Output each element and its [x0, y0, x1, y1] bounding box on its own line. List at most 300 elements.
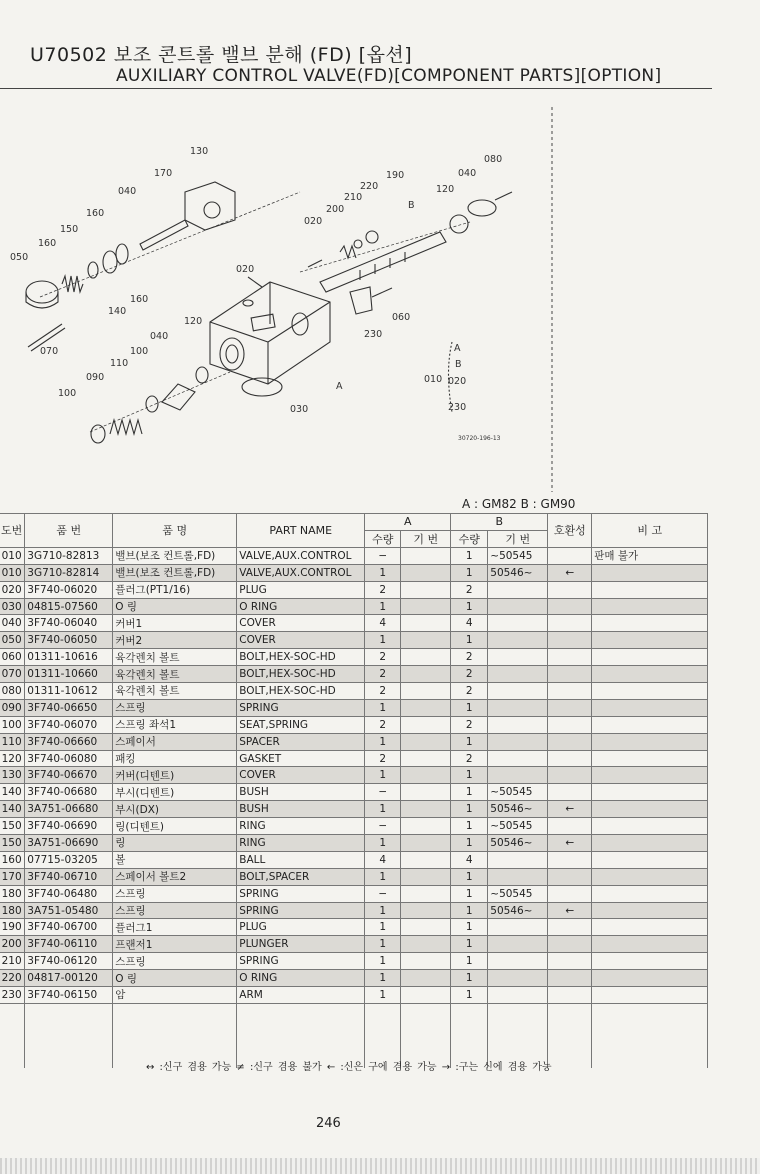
- cell-empty: [592, 1052, 708, 1068]
- cell-compat: [548, 885, 592, 902]
- cell-name: BOLT,SPACER: [237, 868, 365, 885]
- table-row: [0, 699, 708, 716]
- header-name-kr: 품 명: [113, 514, 237, 548]
- cell-rem: [592, 750, 708, 767]
- cell-sa: [401, 902, 451, 919]
- cell-qb: 1: [451, 632, 488, 649]
- cell-no: 210: [0, 953, 25, 970]
- cell-sa: [401, 615, 451, 632]
- svg-text:160: 160: [130, 294, 149, 305]
- cell-compat: [548, 868, 592, 885]
- cell-sa: [401, 919, 451, 936]
- cell-sb: 50546~: [488, 564, 548, 581]
- cell-compat: ←: [548, 564, 592, 581]
- header-remarks: 비 고: [592, 514, 708, 548]
- svg-text:B: B: [455, 359, 462, 370]
- cell-kr: 스프링: [113, 885, 237, 902]
- cell-rem: 판매 불가: [592, 547, 708, 564]
- table-row: [0, 716, 708, 733]
- header-group-b: B: [451, 514, 548, 531]
- table-row-empty: [0, 1003, 708, 1019]
- cell-name: VALVE,AUX.CONTROL: [237, 564, 365, 581]
- cell-empty: [451, 1020, 488, 1036]
- svg-text:010: 010: [424, 374, 443, 385]
- table-row: [0, 615, 708, 632]
- cell-sb: [488, 632, 548, 649]
- cell-sb: [488, 666, 548, 683]
- cell-empty: [401, 1036, 451, 1052]
- cell-empty: [401, 1020, 451, 1036]
- cell-sb: [488, 936, 548, 953]
- cell-sa: [401, 683, 451, 700]
- cell-no: 100: [0, 716, 25, 733]
- cell-sb: [488, 919, 548, 936]
- cell-compat: [548, 666, 592, 683]
- cell-no: 130: [0, 767, 25, 784]
- svg-text:130: 130: [190, 146, 209, 157]
- cell-no: 080: [0, 683, 25, 700]
- cell-name: PLUNGER: [237, 936, 365, 953]
- cell-part: 3F740-06050: [25, 632, 113, 649]
- compatibility-legend: ↔ :신구 겸용 가능 ≠ :신구 겸용 불가 ← :신은 구에 겸용 가능 → :구는 신에 겸용 가능: [146, 1062, 552, 1073]
- cell-sa: [401, 818, 451, 835]
- cell-part: 3F740-06040: [25, 615, 113, 632]
- svg-text:020: 020: [304, 216, 323, 227]
- cell-no: 180: [0, 902, 25, 919]
- cell-kr: 육각렌치 볼트: [113, 649, 237, 666]
- cell-qb: 4: [451, 615, 488, 632]
- cell-empty: [548, 1036, 592, 1052]
- cell-empty: [401, 1003, 451, 1019]
- cell-sb: 50546~: [488, 835, 548, 852]
- cell-sa: [401, 953, 451, 970]
- cell-compat: [548, 615, 592, 632]
- table-row: [0, 733, 708, 750]
- cell-no: 140: [0, 784, 25, 801]
- cell-name: VALVE,AUX.CONTROL: [237, 547, 365, 564]
- svg-text:230: 230: [448, 402, 467, 413]
- cell-qb: 1: [451, 818, 488, 835]
- cell-sb: ~50545: [488, 547, 548, 564]
- cell-compat: [548, 784, 592, 801]
- cell-sa: [401, 699, 451, 716]
- cell-rem: [592, 784, 708, 801]
- cell-qa: 1: [365, 564, 401, 581]
- cell-compat: [548, 632, 592, 649]
- cell-compat: ←: [548, 902, 592, 919]
- cell-compat: [548, 818, 592, 835]
- cell-sb: [488, 615, 548, 632]
- page-number: 246: [316, 1116, 341, 1131]
- cell-qa: 2: [365, 683, 401, 700]
- table-row: [0, 598, 708, 615]
- table-row: [0, 801, 708, 818]
- svg-text:B: B: [408, 200, 415, 211]
- table-row: [0, 885, 708, 902]
- cell-sb: ~50545: [488, 818, 548, 835]
- scan-edge: [0, 1158, 760, 1174]
- cell-sa: [401, 750, 451, 767]
- cell-compat: [548, 547, 592, 564]
- svg-text:040: 040: [458, 168, 477, 179]
- table-row: [0, 632, 708, 649]
- cell-empty: [237, 1003, 365, 1019]
- cell-part: 3F740-06660: [25, 733, 113, 750]
- svg-text:200: 200: [326, 204, 345, 215]
- cell-qa: 1: [365, 632, 401, 649]
- title-divider: [0, 88, 712, 89]
- cell-empty: [488, 1003, 548, 1019]
- cell-compat: [548, 683, 592, 700]
- header-qty-b: 수량: [451, 530, 488, 547]
- cell-qa: 2: [365, 716, 401, 733]
- svg-text:150: 150: [60, 224, 79, 235]
- cell-part: 3F740-06020: [25, 581, 113, 598]
- cell-kr: 스프링: [113, 953, 237, 970]
- cell-qa: 1: [365, 987, 401, 1004]
- cell-part: 3G710-82813: [25, 547, 113, 564]
- cell-sa: [401, 835, 451, 852]
- cell-qb: 2: [451, 716, 488, 733]
- cell-no: 070: [0, 666, 25, 683]
- cell-qb: 1: [451, 953, 488, 970]
- cell-rem: [592, 564, 708, 581]
- cell-name: SPACER: [237, 733, 365, 750]
- cell-rem: [592, 987, 708, 1004]
- cell-empty: [548, 1020, 592, 1036]
- cell-qa: 2: [365, 666, 401, 683]
- cell-qb: 1: [451, 784, 488, 801]
- cell-no: 120: [0, 750, 25, 767]
- cell-empty: [488, 1020, 548, 1036]
- cell-qa: 1: [365, 919, 401, 936]
- svg-text:050: 050: [10, 252, 29, 263]
- cell-empty: [25, 1020, 113, 1036]
- cell-qb: 1: [451, 699, 488, 716]
- header-group-a: A: [365, 514, 451, 531]
- cell-sb: ~50545: [488, 784, 548, 801]
- cell-no: 020: [0, 581, 25, 598]
- cell-empty: [451, 1036, 488, 1052]
- table-row-empty: [0, 1020, 708, 1036]
- cell-rem: [592, 683, 708, 700]
- table-row: [0, 818, 708, 835]
- cell-empty: [592, 1036, 708, 1052]
- cell-no: 200: [0, 936, 25, 953]
- cell-name: ARM: [237, 987, 365, 1004]
- cell-part: 3A751-05480: [25, 902, 113, 919]
- cell-qa: 4: [365, 851, 401, 868]
- cell-part: 3F740-06690: [25, 818, 113, 835]
- cell-sb: [488, 683, 548, 700]
- cell-no: 010: [0, 547, 25, 564]
- cell-qb: 1: [451, 733, 488, 750]
- cell-name: RING: [237, 818, 365, 835]
- cell-name: BOLT,HEX-SOC-HD: [237, 649, 365, 666]
- cell-empty: [548, 1003, 592, 1019]
- cell-sb: [488, 987, 548, 1004]
- cell-name: BUSH: [237, 801, 365, 818]
- cell-no: 180: [0, 885, 25, 902]
- cell-qb: 1: [451, 598, 488, 615]
- cell-no: 230: [0, 987, 25, 1004]
- cell-rem: [592, 835, 708, 852]
- svg-text:230: 230: [364, 329, 383, 340]
- cell-qb: 4: [451, 851, 488, 868]
- cell-compat: [548, 953, 592, 970]
- cell-rem: [592, 581, 708, 598]
- cell-kr: 부시(디텐트): [113, 784, 237, 801]
- table-row: [0, 936, 708, 953]
- table-row: [0, 649, 708, 666]
- cell-empty: [25, 1003, 113, 1019]
- table-row: [0, 987, 708, 1004]
- header-part-name: PART NAME: [237, 514, 365, 548]
- cell-part: 3G710-82814: [25, 564, 113, 581]
- cell-kr: 육각렌치 볼트: [113, 683, 237, 700]
- cell-sb: [488, 598, 548, 615]
- cell-rem: [592, 632, 708, 649]
- cell-compat: [548, 733, 592, 750]
- cell-name: SPRING: [237, 885, 365, 902]
- header-qty-a: 수량: [365, 530, 401, 547]
- cell-rem: [592, 953, 708, 970]
- table-row: [0, 970, 708, 987]
- cell-rem: [592, 598, 708, 615]
- cell-compat: ←: [548, 801, 592, 818]
- cell-part: 07715-03205: [25, 851, 113, 868]
- cell-part: 01311-10660: [25, 666, 113, 683]
- cell-sa: [401, 885, 451, 902]
- cell-compat: [548, 936, 592, 953]
- cell-name: BALL: [237, 851, 365, 868]
- cell-sa: [401, 733, 451, 750]
- cell-sb: 50546~: [488, 902, 548, 919]
- cell-kr: 플러그1: [113, 919, 237, 936]
- cell-part: 04817-00120: [25, 970, 113, 987]
- cell-sa: [401, 547, 451, 564]
- cell-sa: [401, 716, 451, 733]
- cell-qb: 2: [451, 683, 488, 700]
- cell-part: 3F740-06110: [25, 936, 113, 953]
- cell-sa: [401, 970, 451, 987]
- cell-rem: [592, 649, 708, 666]
- cell-sa: [401, 936, 451, 953]
- svg-text:110: 110: [110, 358, 129, 369]
- cell-compat: [548, 750, 592, 767]
- cell-rem: [592, 902, 708, 919]
- cell-rem: [592, 851, 708, 868]
- cell-name: COVER: [237, 615, 365, 632]
- cell-empty: [237, 1036, 365, 1052]
- cell-part: 3F740-06480: [25, 885, 113, 902]
- figure-code: 30720-196-13: [458, 435, 501, 442]
- cell-kr: 링: [113, 835, 237, 852]
- cell-qb: 1: [451, 936, 488, 953]
- cell-rem: [592, 936, 708, 953]
- cell-kr: 패킹: [113, 750, 237, 767]
- cell-empty: [237, 1020, 365, 1036]
- svg-text:140: 140: [108, 306, 127, 317]
- cell-qb: 1: [451, 970, 488, 987]
- cell-qb: 2: [451, 581, 488, 598]
- cell-name: GASKET: [237, 750, 365, 767]
- cell-rem: [592, 970, 708, 987]
- cell-no: 030: [0, 598, 25, 615]
- cell-qa: 2: [365, 750, 401, 767]
- cell-sb: [488, 970, 548, 987]
- cell-no: 150: [0, 835, 25, 852]
- cell-no: 150: [0, 818, 25, 835]
- cell-kr: 프랜저1: [113, 936, 237, 953]
- table-row: [0, 683, 708, 700]
- svg-text:020: 020: [448, 376, 467, 387]
- cell-no: 010: [0, 564, 25, 581]
- header-serial-b: 기 번: [488, 530, 548, 547]
- cell-name: PLUG: [237, 919, 365, 936]
- table-row: [0, 835, 708, 852]
- table-row: [0, 953, 708, 970]
- cell-compat: [548, 987, 592, 1004]
- cell-name: BOLT,HEX-SOC-HD: [237, 683, 365, 700]
- page-title: U70502 보조 콘트롤 밸브 분해 (FD) [옵션]: [30, 44, 413, 66]
- cell-sb: [488, 868, 548, 885]
- cell-sb: [488, 953, 548, 970]
- cell-part: 3F740-06700: [25, 919, 113, 936]
- cell-empty: [25, 1052, 113, 1068]
- cell-sb: [488, 733, 548, 750]
- cell-kr: O 링: [113, 598, 237, 615]
- cell-empty: [365, 1003, 401, 1019]
- cell-qa: 1: [365, 953, 401, 970]
- cell-part: 3F740-06650: [25, 699, 113, 716]
- table-row: [0, 581, 708, 598]
- table-row: [0, 750, 708, 767]
- cell-name: RING: [237, 835, 365, 852]
- cell-compat: [548, 970, 592, 987]
- cell-empty: [25, 1036, 113, 1052]
- cell-sa: [401, 598, 451, 615]
- cell-part: 3F740-06120: [25, 953, 113, 970]
- cell-kr: 스프링 좌석1: [113, 716, 237, 733]
- cell-qa: 4: [365, 615, 401, 632]
- cell-compat: [548, 598, 592, 615]
- cell-kr: 커버1: [113, 615, 237, 632]
- cell-qa: 1: [365, 733, 401, 750]
- cell-sa: [401, 767, 451, 784]
- cell-kr: 밸브(보조 컨트롤,FD): [113, 547, 237, 564]
- cell-sb: [488, 851, 548, 868]
- cell-empty: [365, 1036, 401, 1052]
- header-serial-a: 기 번: [401, 530, 451, 547]
- cell-empty: [0, 1052, 25, 1068]
- cell-name: BOLT,HEX-SOC-HD: [237, 666, 365, 683]
- svg-text:160: 160: [86, 208, 105, 219]
- header-compat: 호환성: [548, 514, 592, 548]
- svg-text:090: 090: [86, 372, 105, 383]
- table-header-row: [0, 514, 708, 531]
- svg-text:060: 060: [392, 312, 411, 323]
- cell-empty: [548, 1052, 592, 1068]
- cell-qa: 1: [365, 970, 401, 987]
- table-row: [0, 868, 708, 885]
- cell-no: 090: [0, 699, 25, 716]
- table-row-empty: [0, 1036, 708, 1052]
- cell-qa: 1: [365, 936, 401, 953]
- cell-sb: [488, 649, 548, 666]
- cell-kr: 링(디텐트): [113, 818, 237, 835]
- cell-name: SEAT,SPRING: [237, 716, 365, 733]
- cell-kr: 스페이서 볼트2: [113, 868, 237, 885]
- table-row: [0, 784, 708, 801]
- svg-text:210: 210: [344, 192, 363, 203]
- cell-empty: [0, 1003, 25, 1019]
- cell-empty: [113, 1003, 237, 1019]
- cell-part: 3F740-06710: [25, 868, 113, 885]
- cell-qa: 2: [365, 649, 401, 666]
- cell-compat: [548, 919, 592, 936]
- cell-part: 3F740-06150: [25, 987, 113, 1004]
- cell-sb: [488, 716, 548, 733]
- cell-name: O RING: [237, 970, 365, 987]
- cell-empty: [592, 1003, 708, 1019]
- cell-sa: [401, 987, 451, 1004]
- cell-qb: 1: [451, 564, 488, 581]
- cell-part: 3F740-06680: [25, 784, 113, 801]
- cell-part: 3A751-06680: [25, 801, 113, 818]
- cell-qa: 1: [365, 699, 401, 716]
- svg-text:220: 220: [360, 181, 379, 192]
- cell-rem: [592, 733, 708, 750]
- svg-text:A: A: [336, 381, 343, 392]
- cell-name: SPRING: [237, 699, 365, 716]
- cell-sa: [401, 649, 451, 666]
- svg-text:080: 080: [484, 154, 503, 165]
- cell-sa: [401, 632, 451, 649]
- cell-qa: −: [365, 547, 401, 564]
- cell-empty: [0, 1036, 25, 1052]
- cell-rem: [592, 666, 708, 683]
- cell-no: 050: [0, 632, 25, 649]
- cell-rem: [592, 885, 708, 902]
- cell-part: 3F740-06670: [25, 767, 113, 784]
- header-no: 도번: [0, 514, 25, 548]
- cell-qa: −: [365, 818, 401, 835]
- cell-compat: ←: [548, 835, 592, 852]
- cell-qb: 1: [451, 547, 488, 564]
- cell-empty: [113, 1020, 237, 1036]
- cell-sb: [488, 581, 548, 598]
- table-row: [0, 919, 708, 936]
- cell-sa: [401, 784, 451, 801]
- cell-qa: 1: [365, 598, 401, 615]
- cell-empty: [365, 1020, 401, 1036]
- cell-name: COVER: [237, 632, 365, 649]
- table-row: [0, 666, 708, 683]
- cell-part: 04815-07560: [25, 598, 113, 615]
- cell-part: 01311-10612: [25, 683, 113, 700]
- svg-text:100: 100: [58, 388, 77, 399]
- svg-text:020: 020: [236, 264, 255, 275]
- cell-sb: [488, 750, 548, 767]
- cell-part: 3F740-06070: [25, 716, 113, 733]
- cell-empty: [592, 1020, 708, 1036]
- cell-no: 160: [0, 851, 25, 868]
- cell-rem: [592, 919, 708, 936]
- cell-qb: 1: [451, 767, 488, 784]
- cell-kr: 스페이서: [113, 733, 237, 750]
- cell-empty: [488, 1036, 548, 1052]
